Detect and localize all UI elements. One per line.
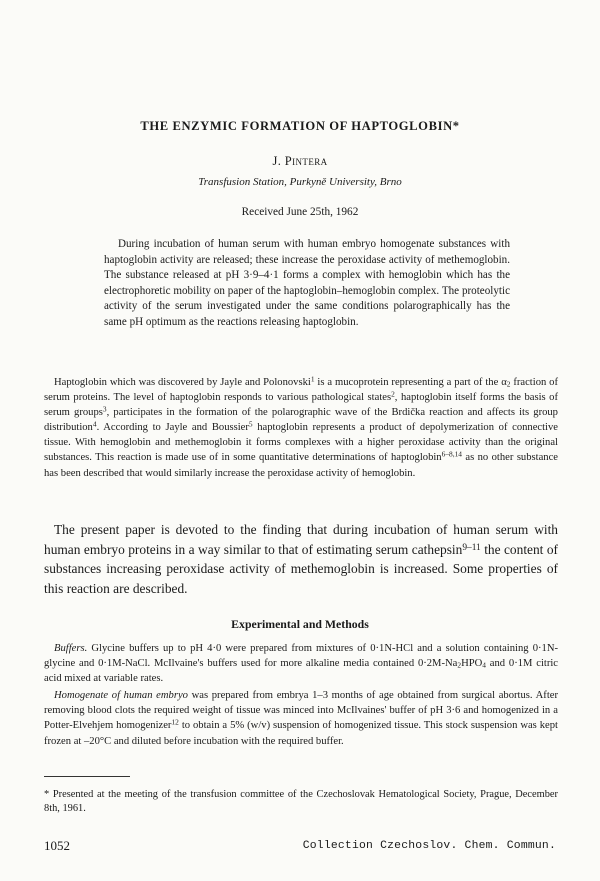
subscript: 2 [457, 660, 462, 670]
intro-text: haptoglobin represents a product of depolymerization of connective tissue. With hemoglobin and methemoglobin it forms complexes with a higher peroxidase activity than the original substances. This reaction is made use of in some quantitative determinations of haptoglobin [44, 422, 559, 464]
citation-ref: 5 [248, 419, 253, 429]
subscript: 2 [506, 379, 511, 389]
journal-name: Collection Czechoslov. Chem. Commun. [302, 840, 556, 852]
aim-text: The present paper is devoted to the finding that during incubation of human serum with human embryo proteins in a way similar to that of estimating serum cathepsin [44, 522, 558, 557]
citation-ref: 1 [310, 374, 315, 384]
author-affiliation: Transfusion Station, Purkyně University, Brno [198, 176, 402, 188]
section-heading: Experimental and Methods [231, 617, 369, 631]
aim-text: the content of substances increasing peroxidase activity of methemoglobin is increased. Some properties of this reaction are described. [44, 541, 558, 596]
intro-text: fraction of serum proteins. The level of haptoglobin responds to various pathological states [44, 377, 559, 404]
author-name: J. Pintera [272, 154, 328, 168]
aim-paragraph [44, 520, 558, 598]
intro-text: as no other substance has been described that would similarly increase the peroxidase activity of hemoglobin. [44, 452, 558, 479]
intro-paragraph [44, 375, 558, 481]
homogenate-label: Homogenate of human embryo [54, 690, 188, 702]
footnote-divider [44, 776, 130, 777]
buffers-label: Buffers. [54, 643, 88, 654]
methods-text: to obtain a 5% (w/v) suspension of homogenized tissue. This stock suspension was kept frozen at –20°C and diluted before incubation with the required buffer. [44, 720, 558, 747]
buffers-paragraph [44, 641, 558, 686]
intro-text: Haptoglobin which was discovered by Jayle and Polonovski [54, 377, 311, 388]
citation-ref: 3 [102, 404, 107, 414]
citation-ref: 6–8,14 [441, 450, 462, 460]
methods-text: HPO [461, 658, 483, 670]
citation-ref: 9–11 [462, 542, 481, 553]
footnote: * Presented at the meeting of the transfusion committee of the Czechoslovak Hematological Society, Prague, December 8th, 1961. [44, 789, 558, 815]
methods-text: and 0·1M citric acid mixed at variable rates. [44, 658, 559, 685]
page-number: 1052 [44, 838, 70, 853]
received-date: Received June 25th, 1962 [241, 206, 359, 218]
intro-text: , haptoglobin itself forms the basis of serum groups [44, 392, 558, 419]
intro-text: , participates in the formation of the polarographic wave of the Brdička reaction and affects its group distribution [44, 407, 558, 434]
methods-text: was prepared from embrya 1–3 months of age obtained from surgical abortus. After removing blood clots the required weight of tissue was minced into McIlvaines' buffer of pH 3·6 and homogenized in a Potter-Elvehjem homogenizer [44, 690, 558, 732]
abstract-text: During incubation of human serum with human embryo homogenate substances with haptoglobin activity are released; these increase the peroxidase activity of methemoglobin. The substance released at pH 3·9–4·1 forms a complex with hemoglobin which has the electrophoretic mobility on paper of the haptoglobin–hemoglobin complex. The proteolytic activity of the serum investigated under the same conditions polarographically has the same pH optimum as the reactions releasing haptoglobin. [104, 238, 510, 328]
intro-text: is a mucoprotein representing a part of the α [314, 377, 507, 388]
homogenate-paragraph [44, 688, 558, 748]
citation-ref: 12 [171, 718, 179, 728]
subscript: 4 [482, 660, 486, 670]
citation-ref: 4 [92, 419, 97, 429]
methods-text: Glycine buffers up to pH 4·0 were prepared from mixtures of 0·1N-HCl and a solution containing 0·1N-glycine and 0·1M-NaCl. McIlvaine's buffers used for more alkaline media contained 0·2M-Na [44, 643, 558, 670]
article-title: THE ENZYMIC FORMATION OF HAPTOGLOBIN* [140, 119, 460, 133]
methods-section [44, 641, 558, 751]
intro-text: . According to Jayle and Boussier [96, 422, 249, 434]
abstract [104, 237, 510, 330]
citation-ref: 2 [391, 389, 395, 399]
